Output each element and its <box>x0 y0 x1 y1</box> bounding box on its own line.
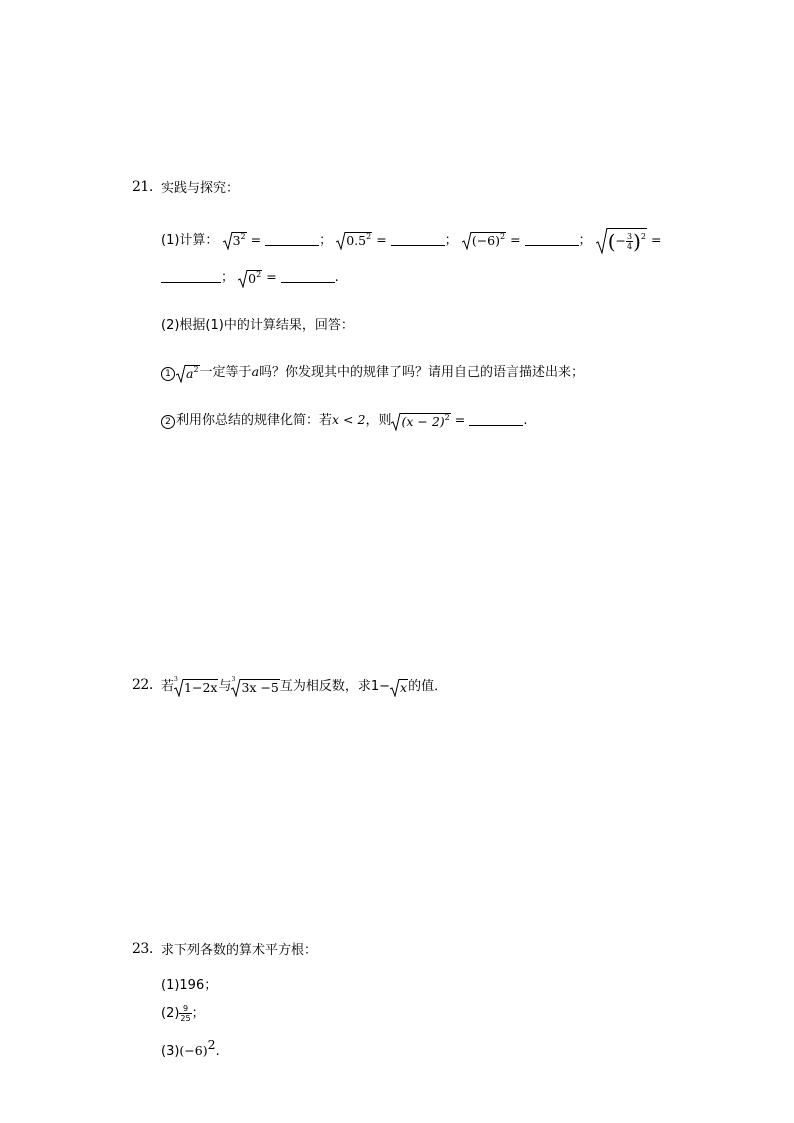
expr-sqrt-neg6-squared: $(-6)^2$ = <box>462 232 525 247</box>
answer-blank-4[interactable] <box>161 270 221 283</box>
expr-sqrt-x-minus-2-squared: $(x - 2)^2$ = <box>391 412 465 427</box>
expr-sqrt-3-squared: $3^2$ = <box>223 232 266 247</box>
expr-cbrt-3x-minus-5: 3 3x −5 <box>231 675 279 695</box>
expr-sqrt-neg-three-quarters-squared: (− $\frac{3}{4}$ )$^2$ = <box>596 232 662 247</box>
question-22-number: 22. <box>132 677 153 693</box>
q21-part1-line1: (1)计算： $3^2$ = ； $0.5^2$ = ； $(-6)^2$ = ； (− $\frac{3}{4}$ )$^2$ = <box>161 229 662 254</box>
answer-blank-1[interactable] <box>265 233 319 246</box>
answer-blank-6[interactable] <box>469 413 523 426</box>
expr-sqrt-a-squared: $a^2$ <box>176 364 200 379</box>
expr-cbrt-1-minus-2x: 3 1−2x <box>174 675 218 695</box>
q23-item-1: (1)196； <box>161 978 218 993</box>
q21-sub1: 1 $a^2$一定等于a吗？你发现其中的规律了吗？请用自己的语言描述出来； <box>161 361 584 381</box>
question-22-text: 若 3 1−2x与 3 3x −5互为相反数，求1− x的值． <box>161 675 448 695</box>
question-23-number: 23. <box>132 941 153 957</box>
part1-label: (1)计算： <box>161 232 219 248</box>
circled-2-marker: 2 <box>161 415 175 429</box>
q21-sub2: 2 利用你总结的规律化简：若x < 2，则 $(x - 2)^2$ = . <box>161 409 528 429</box>
expr-sqrt-x: x <box>390 678 408 693</box>
expr-sqrt-0.5-squared: $0.5^2$ = <box>336 232 390 247</box>
q23-item-3: $(3)(-6)^2$. <box>161 1037 220 1059</box>
answer-blank-3[interactable] <box>525 233 579 246</box>
circled-1-marker: 1 <box>161 367 175 381</box>
q23-item-2: (2) $\frac{9}{25}$ ； <box>161 1004 205 1023</box>
answer-blank-2[interactable] <box>391 233 445 246</box>
q21-part1-line2: ； $0^2$ = . <box>161 266 339 286</box>
question-23-title: 求下列各数的算术平方根： <box>161 943 318 958</box>
expr-sqrt-0-squared: $0^2$ = <box>238 269 281 284</box>
question-21-title: 实践与探究： <box>161 181 240 196</box>
question-21-number: 21. <box>132 179 153 195</box>
answer-blank-5[interactable] <box>281 270 335 283</box>
q21-part2-label: (2)根据(1)中的计算结果，回答： <box>161 318 354 333</box>
fraction-9-25: $\frac{9}{25}$ <box>180 1004 191 1023</box>
